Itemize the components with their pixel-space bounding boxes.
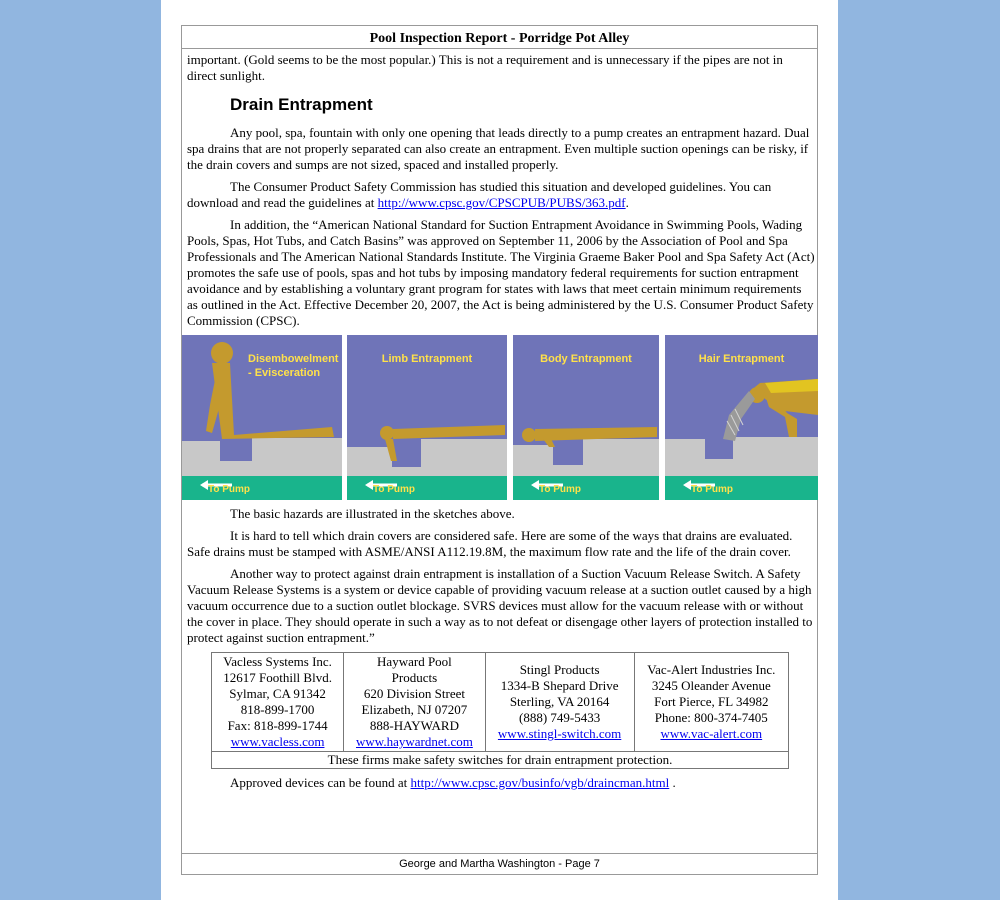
cpsc-guidelines-link[interactable]: http://www.cpsc.gov/CPSCPUB/PUBS/363.pdf (377, 195, 626, 210)
firm-link-vacless[interactable]: www.vacless.com (230, 734, 325, 749)
firm-line: Phone: 800-374-7405 (654, 710, 768, 725)
firm-line: Fort Pierce, FL 34982 (654, 694, 769, 709)
firm-line: 3245 Oleander Avenue (651, 678, 771, 693)
panel-3-pump-label: To Pump (539, 484, 582, 495)
hazard-illustration (182, 335, 818, 500)
firms-caption: These firms make safety switches for drain entrapment protection. (212, 752, 789, 769)
page-body (187, 52, 815, 797)
approved-devices-link[interactable]: http://www.cpsc.gov/businfo/vgb/draincman.html (410, 775, 670, 790)
firm-line: 12617 Foothill Blvd. (223, 670, 332, 685)
firm-line: Products (391, 670, 438, 685)
firm-hayward (344, 653, 485, 752)
panel-1-pump-label: To Pump (208, 484, 251, 495)
firm-line: 818-899-1700 (240, 702, 315, 717)
hazard-panel-hair (665, 335, 818, 500)
hazard-panel-body (513, 335, 659, 500)
firm-line: Vac-Alert Industries Inc. (647, 662, 776, 677)
firm-line: 888-HAYWARD (369, 718, 459, 733)
approved-end: . (669, 775, 676, 790)
paragraph-6: Another way to protect against drain entrapment is installation of a Suction Vacuum Release Switch. A Safety Vacuum Release Systems is a system or device capable of providing vacuum release at a suction outlet caused by a high vacuum occurrence due to a suction outlet blockage. SVRS devices must allow for the vacuum release with or without the cover in place. They should operate in such a way as to not defeat or disengage other layers of protection installed to protect against suction entrapment.” (187, 566, 813, 645)
paragraph-2-text: The Consumer Product Safety Commission has studied this situation and developed guidelines. You can download and read the guidelines at (187, 179, 772, 210)
firm-vac-alert (634, 653, 788, 752)
hazard-panel-limb (347, 335, 507, 500)
intro-paragraph: important. (Gold seems to be the most popular.) This is not a requirement and is unnecessary if the pipes are not in direct sunlight. (187, 52, 783, 83)
paragraph-1: Any pool, spa, fountain with only one opening that leads directly to a pump creates an entrapment hazard. Dual spa drains that are not properly separated can also create an entrapment. Even multiple suction openings can be risky, if the drain covers and sumps are not sized, spaced and installed properly. (187, 125, 810, 172)
paragraph-2-end: . (625, 195, 629, 210)
firm-line: Vacless Systems Inc. (223, 654, 332, 669)
panel-1-title-line2: - Evisceration (248, 367, 321, 379)
firm-line: Fax: 818-899-1744 (227, 718, 328, 733)
approved-devices-paragraph (187, 775, 815, 791)
approved-text: Approved devices can be found at (230, 775, 411, 790)
firm-link-vac-alert[interactable]: www.vac-alert.com (660, 726, 763, 741)
paragraph-4: The basic hazards are illustrated in the sketches above. (230, 506, 515, 521)
section-heading: Drain Entrapment (230, 95, 373, 114)
panel-2-pump-label: To Pump (373, 484, 416, 495)
firm-line: Stingl Products (519, 662, 600, 677)
page-footer: George and Martha Washington - Page 7 (182, 853, 817, 874)
paragraph-3: In addition, the “American National Standard for Suction Entrapment Avoidance in Swimming Pools, Wading Pools, Spas, Hot Tubs, and Catch Basins” was approved on September 11, 2006 by the Association of Pool and Spa Professionals and The American National Standards Institute. The Virginia Graeme Baker Pool and Spa Safety Act (Act) promotes the safe use of pools, spas and hot tubs by imposing mandatory federal requirements for suction entrapment avoidance and by establishing a voluntary grant program for states with laws that meet certain minimum requirements as outlined in the Act. Effective December 20, 2007, the Act is being administered by the U.S. Consumer Product Safety Commission (CPSC). (187, 217, 815, 328)
panel-2-title: Limb Entrapment (381, 353, 473, 365)
firm-line: Sterling, VA 20164 (509, 694, 610, 709)
firms-caption-row (212, 752, 789, 769)
document-page (161, 0, 838, 900)
page-frame (181, 25, 818, 875)
firm-line: 620 Division Street (363, 686, 465, 701)
paragraph-5: It is hard to tell which drain covers are considered safe. Here are some of the ways that drains are evaluated. Safe drains must be stamped with ASME/ANSI A112.19.8M, the maximum flow rate and the life of the drain cover. (187, 528, 793, 559)
firm-link-stingl[interactable]: www.stingl-switch.com (497, 726, 622, 741)
firm-line: Sylmar, CA 91342 (229, 686, 326, 701)
panel-4-title: Hair Entrapment (698, 353, 785, 365)
page-header: Pool Inspection Report - Porridge Pot Alley (182, 26, 817, 49)
firm-line: (888) 749-5433 (518, 710, 601, 725)
firm-line: Hayward Pool (377, 654, 452, 669)
panel-4-pump-label: To Pump (691, 484, 734, 495)
firms-row (212, 653, 789, 752)
panel-1-title (248, 352, 342, 380)
panel-3-title: Body Entrapment (540, 353, 632, 365)
firm-stingl (485, 653, 634, 752)
hazard-panel-disembowelment (182, 335, 342, 500)
paragraph-2 (187, 179, 815, 211)
firms-table (211, 652, 789, 769)
firm-line: 1334-B Shepard Drive (500, 678, 619, 693)
firm-link-hayward[interactable]: www.haywardnet.com (356, 734, 473, 749)
panel-1-title-line1: Disembowelment (248, 353, 339, 365)
firm-vacless (212, 653, 344, 752)
firm-line: Elizabeth, NJ 07207 (361, 702, 468, 717)
